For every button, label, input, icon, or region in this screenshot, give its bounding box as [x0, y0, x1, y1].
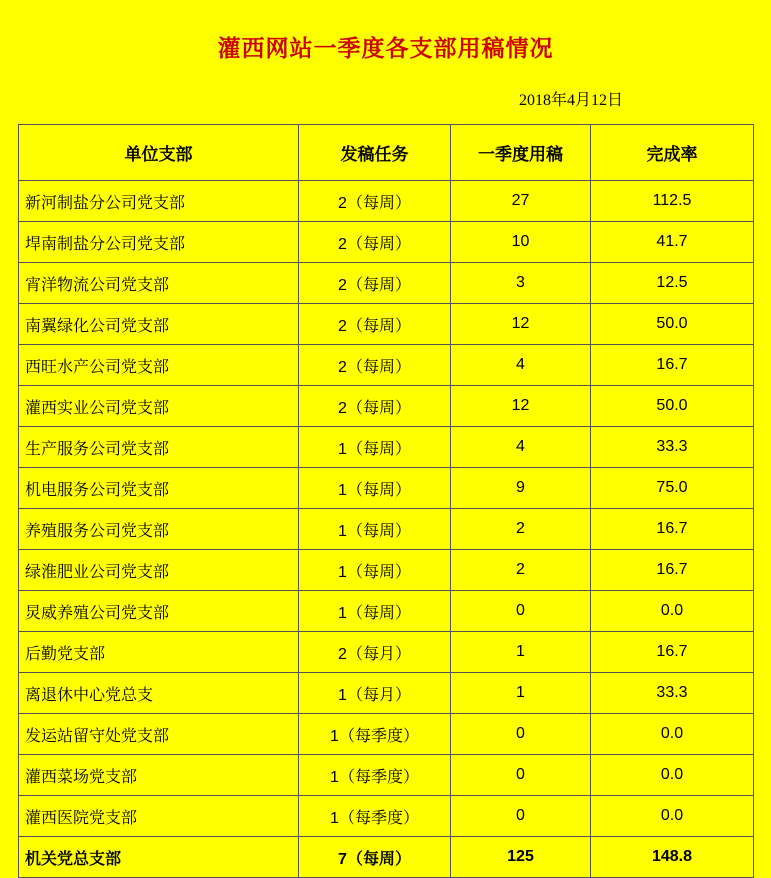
cell-task: 1（每月） [299, 673, 451, 714]
cell-rate: 148.8 [591, 837, 754, 878]
table-header-row [19, 125, 754, 181]
cell-count: 4 [451, 345, 591, 386]
table-row [19, 550, 754, 591]
cell-count: 0 [451, 755, 591, 796]
cell-rate: 12.5 [591, 263, 754, 304]
cell-count: 10 [451, 222, 591, 263]
cell-unit: 机电服务公司党支部 [19, 468, 299, 509]
cell-task: 2（每周） [299, 222, 451, 263]
cell-task: 1（每周） [299, 591, 451, 632]
cell-unit: 绿淮肥业公司党支部 [19, 550, 299, 591]
cell-rate: 16.7 [591, 509, 754, 550]
cell-count: 4 [451, 427, 591, 468]
cell-unit: 机关党总支部 [19, 837, 299, 878]
cell-count: 12 [451, 304, 591, 345]
table-row [19, 468, 754, 509]
cell-rate: 0.0 [591, 796, 754, 837]
table-row [19, 796, 754, 837]
cell-unit: 生产服务公司党支部 [19, 427, 299, 468]
cell-unit: 新河制盐分公司党支部 [19, 181, 299, 222]
table-row [19, 632, 754, 673]
cell-count: 125 [451, 837, 591, 878]
column-header-unit: 单位支部 [19, 125, 299, 181]
cell-rate: 16.7 [591, 345, 754, 386]
column-header-rate: 完成率 [591, 125, 754, 181]
report-date: 2018年4月12日 [518, 92, 623, 109]
cell-count: 3 [451, 263, 591, 304]
table-body [19, 181, 754, 878]
cell-count: 9 [451, 468, 591, 509]
table-row [19, 263, 754, 304]
cell-rate: 33.3 [591, 427, 754, 468]
report-table [18, 124, 754, 878]
column-header-count: 一季度用稿 [451, 125, 591, 181]
cell-task: 2（每周） [299, 263, 451, 304]
cell-task: 2（每周） [299, 386, 451, 427]
cell-task: 1（每周） [299, 509, 451, 550]
cell-unit: 垾南制盐分公司党支部 [19, 222, 299, 263]
cell-task: 1（每季度） [299, 714, 451, 755]
cell-task: 2（每周） [299, 345, 451, 386]
cell-count: 0 [451, 714, 591, 755]
cell-count: 2 [451, 509, 591, 550]
cell-task: 1（每周） [299, 468, 451, 509]
cell-rate: 50.0 [591, 304, 754, 345]
table-row [19, 345, 754, 386]
cell-rate: 0.0 [591, 714, 754, 755]
cell-rate: 0.0 [591, 755, 754, 796]
cell-rate: 0.0 [591, 591, 754, 632]
cell-task: 1（每季度） [299, 796, 451, 837]
cell-task: 2（每月） [299, 632, 451, 673]
cell-rate: 112.5 [591, 181, 754, 222]
table-row [19, 837, 754, 878]
cell-unit: 灌西菜场党支部 [19, 755, 299, 796]
table-row [19, 673, 754, 714]
table-row [19, 591, 754, 632]
table-row [19, 222, 754, 263]
cell-count: 1 [451, 632, 591, 673]
table-row [19, 427, 754, 468]
table-container [0, 110, 771, 878]
table-row [19, 755, 754, 796]
cell-unit: 宵洋物流公司党支部 [19, 263, 299, 304]
cell-task: 1（每周） [299, 550, 451, 591]
cell-count: 1 [451, 673, 591, 714]
table-row [19, 304, 754, 345]
cell-count: 2 [451, 550, 591, 591]
table-row [19, 181, 754, 222]
cell-rate: 50.0 [591, 386, 754, 427]
cell-unit: 养殖服务公司党支部 [19, 509, 299, 550]
cell-rate: 75.0 [591, 468, 754, 509]
cell-rate: 16.7 [591, 550, 754, 591]
cell-unit: 南翼绿化公司党支部 [19, 304, 299, 345]
cell-unit: 灌西实业公司党支部 [19, 386, 299, 427]
cell-count: 0 [451, 796, 591, 837]
cell-rate: 16.7 [591, 632, 754, 673]
cell-task: 1（每季度） [299, 755, 451, 796]
cell-rate: 33.3 [591, 673, 754, 714]
column-header-task: 发稿任务 [299, 125, 451, 181]
cell-count: 12 [451, 386, 591, 427]
cell-task: 2（每周） [299, 181, 451, 222]
page-title: 灌西网站一季度各支部用稿情况 [217, 36, 554, 61]
cell-task: 1（每周） [299, 427, 451, 468]
table-row [19, 509, 754, 550]
cell-unit: 西旺水产公司党支部 [19, 345, 299, 386]
cell-unit: 炅威养殖公司党支部 [19, 591, 299, 632]
cell-task: 7（每周） [299, 837, 451, 878]
cell-unit: 发运站留守处党支部 [19, 714, 299, 755]
cell-count: 0 [451, 591, 591, 632]
table-row [19, 386, 754, 427]
table-row [19, 714, 754, 755]
cell-task: 2（每周） [299, 304, 451, 345]
cell-unit: 后勤党支部 [19, 632, 299, 673]
cell-count: 27 [451, 181, 591, 222]
cell-rate: 41.7 [591, 222, 754, 263]
cell-unit: 灌西医院党支部 [19, 796, 299, 837]
cell-unit: 离退休中心党总支 [19, 673, 299, 714]
